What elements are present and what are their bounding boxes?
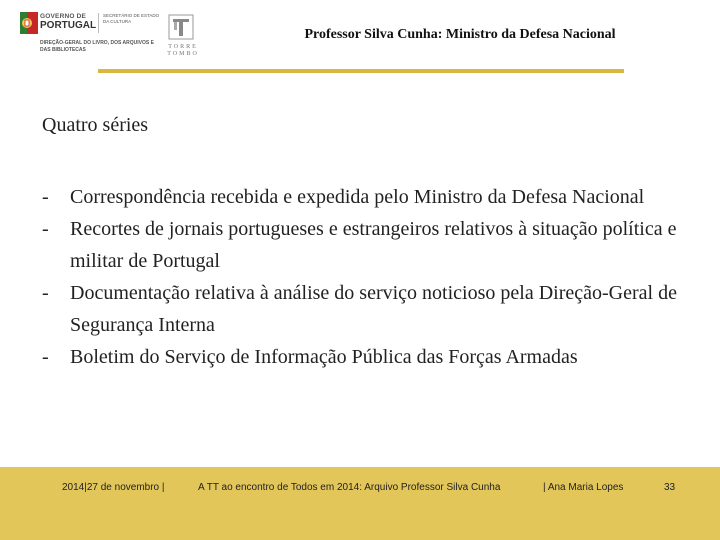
bullet-dash: - bbox=[42, 282, 49, 304]
bullet-dash: - bbox=[42, 186, 49, 208]
portugal-government-emblem-icon bbox=[20, 12, 38, 34]
slide-title: Professor Silva Cunha: Ministro da Defesa Nacional bbox=[304, 27, 616, 42]
tt-logo-line1: TORRE bbox=[168, 44, 198, 50]
list-item bbox=[42, 181, 682, 213]
gov-logo-line1: GOVERNO DE bbox=[40, 13, 87, 20]
gov-logo-line2: PORTUGAL bbox=[40, 20, 97, 31]
page-number: 33 bbox=[664, 482, 676, 493]
bullet-dash: - bbox=[42, 218, 49, 240]
header-divider bbox=[98, 69, 624, 73]
list-item bbox=[42, 341, 682, 373]
tt-logo-text bbox=[162, 44, 204, 58]
slide-footer bbox=[0, 467, 720, 540]
torre-do-tombo-icon bbox=[168, 14, 194, 40]
list-item-text: Boletim do Serviço de Informação Pública das Forças Armadas bbox=[70, 346, 578, 368]
list-item-text: Correspondência recebida e expedida pelo Ministro da Defesa Nacional bbox=[70, 186, 645, 208]
slide-subtitle: Quatro séries bbox=[42, 114, 149, 136]
list-item-text: Documentação relativa à análise do serviço noticioso pela Direção-Geral de Segurança Interna bbox=[70, 282, 677, 336]
government-logo bbox=[20, 12, 160, 62]
list-item-text: Recortes de jornais portugueses e estrangeiros relativos à situação política e militar de Portugal bbox=[70, 218, 677, 272]
footer-author: | Ana Maria Lopes bbox=[543, 482, 624, 493]
footer-date: 2014|27 de novembro | bbox=[62, 482, 165, 493]
footer-event: A TT ao encontro de Todos em 2014: Arquivo Professor Silva Cunha bbox=[198, 482, 501, 493]
gov-logo-ministry: SECRETÁRIO DE ESTADO DA CULTURA bbox=[98, 13, 163, 33]
list-item bbox=[42, 213, 682, 277]
torre-do-tombo-logo bbox=[162, 12, 204, 58]
list-item bbox=[42, 277, 682, 341]
gov-logo-directorate: DIREÇÃO-GERAL DO LIVRO, DOS ARQUIVOS E DAS BIBLIOTECAS bbox=[40, 40, 154, 53]
tt-logo-line2: TOMBO bbox=[167, 51, 199, 57]
bullet-dash: - bbox=[42, 346, 49, 368]
series-list bbox=[42, 181, 682, 373]
